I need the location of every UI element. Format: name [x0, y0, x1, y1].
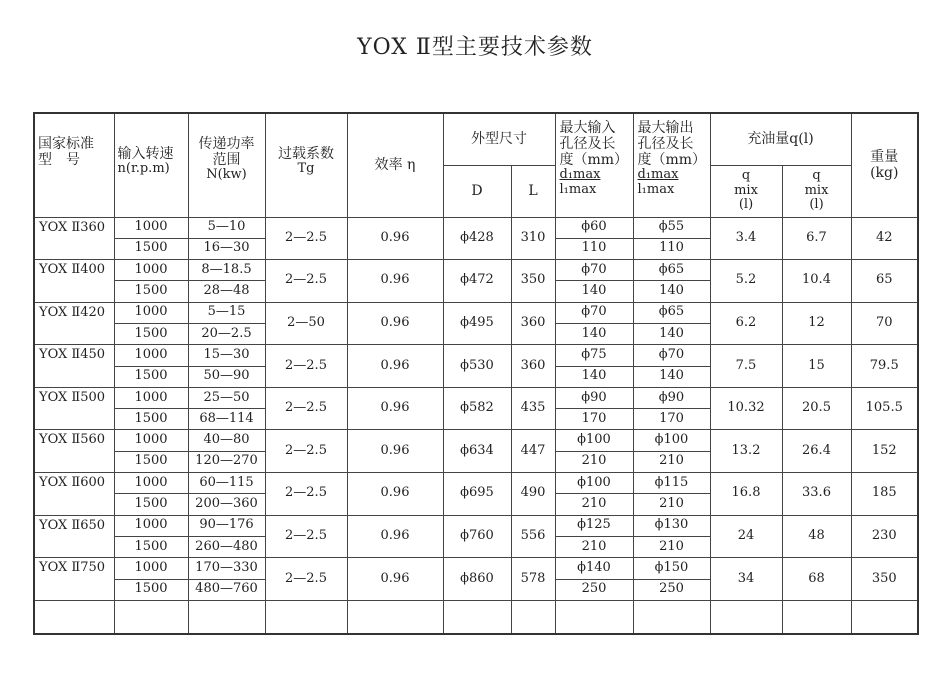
- input-length-cell: 140: [555, 366, 633, 387]
- output-bore-cell: ϕ100: [633, 430, 710, 451]
- header-efficiency: 效率 η: [347, 113, 443, 217]
- table-row: [34, 515, 918, 536]
- table-row: [34, 302, 918, 323]
- efficiency-cell: 0.96: [347, 260, 443, 303]
- empty-cell: [443, 600, 511, 634]
- empty-row: [34, 600, 918, 634]
- table-body: [34, 217, 918, 634]
- empty-cell: [265, 600, 347, 634]
- power-cell: 90—176: [188, 515, 265, 536]
- power-cell: 200—360: [188, 494, 265, 515]
- model-cell: YOX Ⅱ400: [34, 260, 114, 303]
- input-bore-cell: ϕ70: [555, 260, 633, 281]
- table-row: [34, 217, 918, 238]
- table-row: [34, 345, 918, 366]
- input-length-cell: 210: [555, 494, 633, 515]
- table-row: [34, 473, 918, 494]
- weight-cell: 185: [851, 473, 918, 516]
- weight-cell: 79.5: [851, 345, 918, 388]
- oil-q2-cell: 48: [782, 515, 851, 558]
- empty-cell: [710, 600, 782, 634]
- model-cell: YOX Ⅱ420: [34, 302, 114, 345]
- weight-cell: 70: [851, 302, 918, 345]
- overload-cell: 2—2.5: [265, 387, 347, 430]
- output-bore-cell: ϕ65: [633, 260, 710, 281]
- header-weight: 重量 (kg): [851, 113, 918, 217]
- header-oil-q1: q mix (l): [710, 165, 782, 217]
- header-oil-volume: 充油量q(l): [710, 113, 851, 165]
- oil-q1-cell: 10.32: [710, 387, 782, 430]
- input-bore-cell: ϕ125: [555, 515, 633, 536]
- speed-cell: 1000: [114, 515, 188, 536]
- output-length-cell: 140: [633, 281, 710, 302]
- dim-d-cell: ϕ428: [443, 217, 511, 260]
- overload-cell: 2—50: [265, 302, 347, 345]
- dim-d-cell: ϕ472: [443, 260, 511, 303]
- overload-cell: 2—2.5: [265, 558, 347, 601]
- oil-q2-cell: 68: [782, 558, 851, 601]
- speed-cell: 1000: [114, 260, 188, 281]
- input-bore-cell: ϕ100: [555, 473, 633, 494]
- model-cell: YOX Ⅱ500: [34, 387, 114, 430]
- oil-q2-cell: 15: [782, 345, 851, 388]
- header-max-input: 最大输入 孔径及长 度（mm） d₁max l₁max: [555, 113, 633, 217]
- oil-q2-cell: 6.7: [782, 217, 851, 260]
- weight-cell: 105.5: [851, 387, 918, 430]
- input-length-cell: 170: [555, 409, 633, 430]
- input-bore-cell: ϕ100: [555, 430, 633, 451]
- output-bore-cell: ϕ130: [633, 515, 710, 536]
- power-cell: 5—15: [188, 302, 265, 323]
- header-speed: 输入转速 n(r.p.m): [114, 113, 188, 217]
- output-length-cell: 250: [633, 579, 710, 600]
- power-cell: 480—760: [188, 579, 265, 600]
- dim-l-cell: 360: [511, 302, 555, 345]
- empty-cell: [851, 600, 918, 634]
- model-cell: YOX Ⅱ600: [34, 473, 114, 516]
- dim-l-cell: 310: [511, 217, 555, 260]
- header-power: 传递功率 范围 N(kw): [188, 113, 265, 217]
- empty-cell: [188, 600, 265, 634]
- speed-cell: 1500: [114, 323, 188, 344]
- speed-cell: 1000: [114, 217, 188, 238]
- output-bore-cell: ϕ55: [633, 217, 710, 238]
- model-cell: YOX Ⅱ560: [34, 430, 114, 473]
- speed-cell: 1500: [114, 494, 188, 515]
- input-length-cell: 210: [555, 451, 633, 472]
- input-length-cell: 250: [555, 579, 633, 600]
- oil-q1-cell: 34: [710, 558, 782, 601]
- speed-cell: 1000: [114, 302, 188, 323]
- power-cell: 8—18.5: [188, 260, 265, 281]
- oil-q1-cell: 7.5: [710, 345, 782, 388]
- dim-l-cell: 350: [511, 260, 555, 303]
- model-cell: YOX Ⅱ750: [34, 558, 114, 601]
- header-dim-l: L: [511, 165, 555, 217]
- oil-q1-cell: 3.4: [710, 217, 782, 260]
- power-cell: 68—114: [188, 409, 265, 430]
- oil-q2-cell: 33.6: [782, 473, 851, 516]
- empty-cell: [633, 600, 710, 634]
- input-bore-cell: ϕ60: [555, 217, 633, 238]
- power-cell: 120—270: [188, 451, 265, 472]
- dim-d-cell: ϕ860: [443, 558, 511, 601]
- output-length-cell: 210: [633, 536, 710, 557]
- oil-q1-cell: 16.8: [710, 473, 782, 516]
- speed-cell: 1500: [114, 579, 188, 600]
- power-cell: 20—2.5: [188, 323, 265, 344]
- efficiency-cell: 0.96: [347, 217, 443, 260]
- dim-d-cell: ϕ582: [443, 387, 511, 430]
- weight-cell: 42: [851, 217, 918, 260]
- overload-cell: 2—2.5: [265, 473, 347, 516]
- dim-l-cell: 435: [511, 387, 555, 430]
- table-row: [34, 387, 918, 408]
- overload-cell: 2—2.5: [265, 260, 347, 303]
- header-dimensions: 外型尺寸: [443, 113, 555, 165]
- input-length-cell: 140: [555, 281, 633, 302]
- page-title: YOX Ⅱ型主要技术参数: [357, 35, 593, 60]
- table-header: [34, 113, 918, 217]
- output-length-cell: 140: [633, 323, 710, 344]
- parameters-table-container: [33, 112, 917, 635]
- model-cell: YOX Ⅱ650: [34, 515, 114, 558]
- output-bore-cell: ϕ90: [633, 387, 710, 408]
- output-bore-cell: ϕ70: [633, 345, 710, 366]
- oil-q1-cell: 24: [710, 515, 782, 558]
- dim-d-cell: ϕ495: [443, 302, 511, 345]
- speed-cell: 1000: [114, 473, 188, 494]
- header-max-output: 最大输出 孔径及长 度（mm） d₁max l₁max: [633, 113, 710, 217]
- dim-l-cell: 490: [511, 473, 555, 516]
- speed-cell: 1500: [114, 451, 188, 472]
- efficiency-cell: 0.96: [347, 473, 443, 516]
- dim-d-cell: ϕ695: [443, 473, 511, 516]
- overload-cell: 2—2.5: [265, 430, 347, 473]
- efficiency-cell: 0.96: [347, 345, 443, 388]
- power-cell: 16—30: [188, 238, 265, 259]
- table-row: [34, 558, 918, 579]
- speed-cell: 1000: [114, 345, 188, 366]
- efficiency-cell: 0.96: [347, 430, 443, 473]
- input-bore-cell: ϕ90: [555, 387, 633, 408]
- efficiency-cell: 0.96: [347, 387, 443, 430]
- power-cell: 60—115: [188, 473, 265, 494]
- speed-cell: 1500: [114, 409, 188, 430]
- overload-cell: 2—2.5: [265, 345, 347, 388]
- weight-cell: 65: [851, 260, 918, 303]
- oil-q2-cell: 20.5: [782, 387, 851, 430]
- input-length-cell: 110: [555, 238, 633, 259]
- overload-cell: 2—2.5: [265, 515, 347, 558]
- table-row: [34, 430, 918, 451]
- output-bore-cell: ϕ65: [633, 302, 710, 323]
- efficiency-cell: 0.96: [347, 302, 443, 345]
- header-model: 国家标准 型 号: [34, 113, 114, 217]
- efficiency-cell: 0.96: [347, 515, 443, 558]
- speed-cell: 1500: [114, 281, 188, 302]
- power-cell: 260—480: [188, 536, 265, 557]
- parameters-table: [33, 112, 919, 635]
- dim-d-cell: ϕ760: [443, 515, 511, 558]
- dim-l-cell: 447: [511, 430, 555, 473]
- output-length-cell: 110: [633, 238, 710, 259]
- dim-d-cell: ϕ634: [443, 430, 511, 473]
- dim-d-cell: ϕ530: [443, 345, 511, 388]
- model-cell: YOX Ⅱ360: [34, 217, 114, 260]
- oil-q1-cell: 13.2: [710, 430, 782, 473]
- speed-cell: 1500: [114, 238, 188, 259]
- header-dim-d: D: [443, 165, 511, 217]
- oil-q1-cell: 5.2: [710, 260, 782, 303]
- input-length-cell: 140: [555, 323, 633, 344]
- overload-cell: 2—2.5: [265, 217, 347, 260]
- input-length-cell: 210: [555, 536, 633, 557]
- oil-q2-cell: 26.4: [782, 430, 851, 473]
- efficiency-cell: 0.96: [347, 558, 443, 601]
- output-length-cell: 210: [633, 451, 710, 472]
- output-length-cell: 170: [633, 409, 710, 430]
- dim-l-cell: 556: [511, 515, 555, 558]
- power-cell: 15—30: [188, 345, 265, 366]
- oil-q2-cell: 12: [782, 302, 851, 345]
- weight-cell: 350: [851, 558, 918, 601]
- dim-l-cell: 578: [511, 558, 555, 601]
- power-cell: 25—50: [188, 387, 265, 408]
- input-bore-cell: ϕ140: [555, 558, 633, 579]
- power-cell: 40—80: [188, 430, 265, 451]
- empty-cell: [34, 600, 114, 634]
- output-bore-cell: ϕ150: [633, 558, 710, 579]
- model-cell: YOX Ⅱ450: [34, 345, 114, 388]
- empty-cell: [511, 600, 555, 634]
- speed-cell: 1000: [114, 558, 188, 579]
- output-length-cell: 210: [633, 494, 710, 515]
- output-bore-cell: ϕ115: [633, 473, 710, 494]
- speed-cell: 1500: [114, 366, 188, 387]
- empty-cell: [114, 600, 188, 634]
- speed-cell: 1000: [114, 387, 188, 408]
- header-overload: 过载系数 Tg: [265, 113, 347, 217]
- input-bore-cell: ϕ75: [555, 345, 633, 366]
- power-cell: 170—330: [188, 558, 265, 579]
- weight-cell: 152: [851, 430, 918, 473]
- empty-cell: [347, 600, 443, 634]
- power-cell: 5—10: [188, 217, 265, 238]
- dim-l-cell: 360: [511, 345, 555, 388]
- empty-cell: [555, 600, 633, 634]
- power-cell: 50—90: [188, 366, 265, 387]
- output-length-cell: 140: [633, 366, 710, 387]
- speed-cell: 1000: [114, 430, 188, 451]
- oil-q1-cell: 6.2: [710, 302, 782, 345]
- power-cell: 28—48: [188, 281, 265, 302]
- speed-cell: 1500: [114, 536, 188, 557]
- input-bore-cell: ϕ70: [555, 302, 633, 323]
- empty-cell: [782, 600, 851, 634]
- table-row: [34, 260, 918, 281]
- header-oil-q2: q mix (l): [782, 165, 851, 217]
- oil-q2-cell: 10.4: [782, 260, 851, 303]
- weight-cell: 230: [851, 515, 918, 558]
